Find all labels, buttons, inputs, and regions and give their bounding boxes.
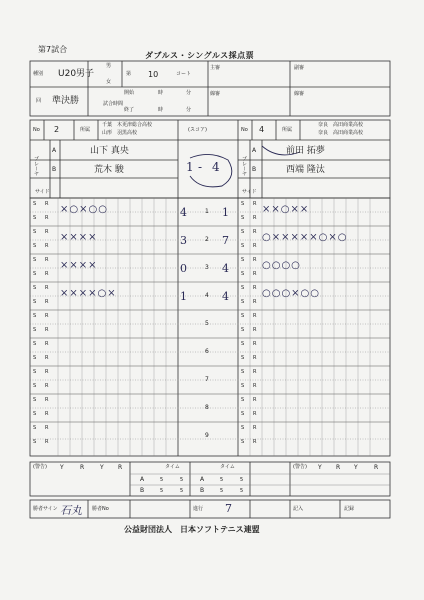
- left-affiliation-2: 山形 羽黒高校: [102, 130, 138, 136]
- timeout-a-left-5a: 5: [160, 477, 164, 483]
- row-s-label-left: S: [33, 285, 37, 291]
- final-score-dash: -: [198, 160, 203, 174]
- left-point-marks: ×○×○○: [60, 204, 108, 215]
- recorder-label: 線審: [294, 91, 305, 97]
- end-label: 終了: [124, 107, 135, 113]
- round-value: 準決勝: [52, 96, 80, 106]
- row-r2-label-right: R: [253, 215, 257, 221]
- row-s2-label-right: S: [241, 383, 245, 389]
- left-affiliation-label: 所属: [80, 127, 91, 133]
- right-point-marks: ○○○○: [262, 260, 301, 271]
- row-s-label-right: S: [241, 341, 245, 347]
- left-player-b-name: 荒木 駿: [94, 165, 124, 175]
- timeout-a-right: A: [200, 476, 205, 483]
- warning-r-right-2: R: [374, 464, 379, 471]
- scorer-label: 線審: [210, 91, 221, 97]
- right-game-score: 7: [222, 234, 229, 247]
- right-no-label: No: [241, 127, 248, 133]
- right-affiliation-1: 奈良 高田商業高校: [318, 122, 364, 128]
- row-r-label-right: R: [253, 201, 257, 207]
- score-label: (スコア): [188, 127, 207, 133]
- row-r2-label-left: R: [45, 299, 49, 305]
- row-s-label-left: S: [33, 257, 37, 263]
- warning-label-right: (警告): [293, 464, 307, 470]
- row-s2-label-right: S: [241, 215, 245, 221]
- left-no-label: No: [33, 127, 40, 133]
- row-s2-label-right: S: [241, 299, 245, 305]
- game-number: 8: [205, 404, 209, 411]
- row-s-label-left: S: [33, 369, 37, 375]
- progress-label: 進行: [193, 506, 204, 512]
- timeout-a-right-5b: 5: [240, 477, 244, 483]
- row-s2-label-right: S: [241, 411, 245, 417]
- row-s2-label-right: S: [241, 243, 245, 249]
- row-r-label-left: R: [45, 369, 49, 375]
- male-label: 男: [106, 63, 112, 69]
- right-affiliation-label: 所属: [282, 127, 293, 133]
- row-s-label-right: S: [241, 369, 245, 375]
- row-s-label-right: S: [241, 229, 245, 235]
- match-time-label: 試合時間: [103, 101, 124, 107]
- category-value: U20男子: [58, 69, 95, 79]
- row-s-label-right: S: [241, 201, 245, 207]
- end-minute-char: 分: [186, 107, 192, 113]
- game-number: 1: [205, 208, 209, 215]
- left-point-marks: ××××○×: [60, 288, 117, 299]
- left-game-score: 4: [180, 206, 187, 219]
- row-r-label-right: R: [253, 341, 257, 347]
- end-hour-char: 時: [158, 107, 164, 113]
- left-game-score: 3: [180, 234, 187, 247]
- left-player-b-key: B: [52, 166, 57, 173]
- chief-referee-label: 主審: [210, 65, 221, 71]
- game-number: 6: [205, 348, 209, 355]
- row-s2-label-left: S: [33, 383, 37, 389]
- winner-no-label: 勝者No: [92, 506, 109, 512]
- row-r2-label-right: R: [253, 355, 257, 361]
- right-player-label: プレーヤ: [241, 156, 247, 176]
- row-s-label-left: S: [33, 229, 37, 235]
- row-r2-label-right: R: [253, 411, 257, 417]
- row-s-label-right: S: [241, 397, 245, 403]
- warning-r-left-2: R: [118, 464, 123, 471]
- court-value: 10: [148, 70, 159, 79]
- right-game-score: 4: [222, 290, 229, 303]
- right-affiliation-2: 奈良 高田商業高校: [318, 130, 364, 136]
- game-number: 5: [205, 320, 209, 327]
- right-game-score: 1: [222, 206, 229, 219]
- row-r-label-left: R: [45, 229, 49, 235]
- row-s2-label-right: S: [241, 439, 245, 445]
- category-label: 種別: [33, 71, 44, 77]
- row-r-label-left: R: [45, 313, 49, 319]
- right-player-b-name: 西端 隆汰: [286, 165, 325, 175]
- row-s-label-left: S: [33, 201, 37, 207]
- row-s2-label-left: S: [33, 355, 37, 361]
- game-number: 3: [205, 264, 209, 271]
- row-s2-label-right: S: [241, 327, 245, 333]
- row-r-label-left: R: [45, 201, 49, 207]
- timeout-label-right: タイム: [220, 464, 235, 470]
- vice-referee-label: 副審: [294, 65, 305, 71]
- game-number: 9: [205, 432, 209, 439]
- right-player-b-key: B: [252, 166, 257, 173]
- record-label: 記録: [344, 506, 355, 512]
- row-s-label-right: S: [241, 285, 245, 291]
- row-r-label-right: R: [253, 229, 257, 235]
- row-s2-label-right: S: [241, 355, 245, 361]
- final-score-left: 1: [186, 160, 194, 174]
- row-r2-label-left: R: [45, 327, 49, 333]
- timeout-a-left-5b: 5: [180, 477, 184, 483]
- row-r-label-left: R: [45, 285, 49, 291]
- timeout-b-right: B: [200, 487, 205, 494]
- right-player-a-key: A: [252, 147, 257, 154]
- start-hour-char: 時: [158, 90, 164, 96]
- game-number: 4: [205, 292, 209, 299]
- row-s-label-left: S: [33, 313, 37, 319]
- final-score-right: 4: [212, 160, 220, 174]
- row-r-label-right: R: [253, 425, 257, 431]
- row-r2-label-left: R: [45, 411, 49, 417]
- row-s2-label-left: S: [33, 439, 37, 445]
- row-r2-label-left: R: [45, 439, 49, 445]
- left-game-score: 1: [180, 290, 187, 303]
- row-s2-label-left: S: [33, 411, 37, 417]
- female-label: 女: [106, 79, 112, 85]
- start-label: 開始: [124, 90, 135, 96]
- warning-label-left: (警告): [33, 464, 47, 470]
- row-r-label-left: R: [45, 425, 49, 431]
- row-r2-label-right: R: [253, 243, 257, 249]
- row-s2-label-left: S: [33, 215, 37, 221]
- row-s-label-right: S: [241, 425, 245, 431]
- left-game-score: 0: [180, 262, 187, 275]
- sign-label: 記入: [293, 506, 304, 512]
- row-r2-label-right: R: [253, 271, 257, 277]
- right-no-value: 4: [259, 125, 265, 134]
- row-r2-label-right: R: [253, 299, 257, 305]
- row-r2-label-left: R: [45, 355, 49, 361]
- winner-sign-value: 石丸: [60, 504, 82, 517]
- row-s-label-left: S: [33, 397, 37, 403]
- row-r2-label-right: R: [253, 439, 257, 445]
- row-r-label-right: R: [253, 397, 257, 403]
- game-number: 7: [205, 376, 209, 383]
- right-point-marks: ××○××: [262, 204, 310, 215]
- right-point-marks: ○×××××○×○: [262, 232, 348, 243]
- round-label: 回: [36, 98, 42, 104]
- warning-y-left: Y: [60, 464, 64, 471]
- row-r2-label-right: R: [253, 327, 257, 333]
- winner-sign-label: 勝者サイン: [33, 506, 58, 512]
- right-player-a-name: 前田 拓夢: [286, 146, 325, 156]
- left-point-marks: ××××: [60, 260, 98, 271]
- timeout-b-right-5b: 5: [240, 488, 244, 494]
- warning-y-right-2: Y: [354, 464, 358, 471]
- row-s2-label-left: S: [33, 327, 37, 333]
- timeout-a-left: A: [140, 476, 145, 483]
- left-player-label: プレーヤ: [33, 156, 39, 176]
- row-s2-label-right: S: [241, 271, 245, 277]
- row-r-label-right: R: [253, 313, 257, 319]
- footer-org: 公益財団法人 日本ソフトテニス連盟: [124, 525, 260, 534]
- row-r2-label-left: R: [45, 271, 49, 277]
- court-suffix: コート: [176, 71, 192, 77]
- row-s2-label-left: S: [33, 271, 37, 277]
- row-s-label-left: S: [33, 425, 37, 431]
- timeout-b-left-5a: 5: [160, 488, 164, 494]
- right-side-label: サイド: [242, 189, 257, 195]
- row-r2-label-left: R: [45, 383, 49, 389]
- row-s2-label-left: S: [33, 299, 37, 305]
- row-r2-label-left: R: [45, 243, 49, 249]
- progress-value: 7: [225, 502, 232, 515]
- row-r2-label-left: R: [45, 215, 49, 221]
- timeout-b-left-5b: 5: [180, 488, 184, 494]
- row-r2-label-right: R: [253, 383, 257, 389]
- row-s-label-right: S: [241, 257, 245, 263]
- warning-y-right: Y: [318, 464, 322, 471]
- game-number: 2: [205, 236, 209, 243]
- match-number: 第7試合: [38, 45, 68, 54]
- row-s-label-right: S: [241, 313, 245, 319]
- left-side-label: サイド: [35, 189, 50, 195]
- row-r-label-left: R: [45, 397, 49, 403]
- row-r-label-right: R: [253, 257, 257, 263]
- timeout-b-left: B: [140, 487, 145, 494]
- right-game-score: 4: [222, 262, 229, 275]
- row-r-label-right: R: [253, 369, 257, 375]
- row-r-label-right: R: [253, 285, 257, 291]
- form-title: ダブルス・シングルス採点票: [145, 51, 255, 60]
- left-no-value: 2: [54, 125, 60, 134]
- left-player-a-name: 山下 真央: [90, 146, 129, 156]
- right-point-marks: ○○○×○○: [262, 288, 321, 299]
- left-player-a-key: A: [52, 147, 57, 154]
- court-prefix: 第: [126, 71, 132, 77]
- warning-r-right: R: [336, 464, 341, 471]
- timeout-a-right-5a: 5: [220, 477, 224, 483]
- left-affiliation-1: 千葉 木更津総合高校: [102, 122, 153, 128]
- timeout-b-right-5a: 5: [220, 488, 224, 494]
- row-s2-label-left: S: [33, 243, 37, 249]
- warning-y-left-2: Y: [100, 464, 104, 471]
- row-s-label-left: S: [33, 341, 37, 347]
- start-minute-char: 分: [186, 90, 192, 96]
- row-r-label-left: R: [45, 341, 49, 347]
- row-r-label-left: R: [45, 257, 49, 263]
- left-point-marks: ××××: [60, 232, 98, 243]
- timeout-label-left: タイム: [165, 464, 180, 470]
- warning-r-left: R: [80, 464, 85, 471]
